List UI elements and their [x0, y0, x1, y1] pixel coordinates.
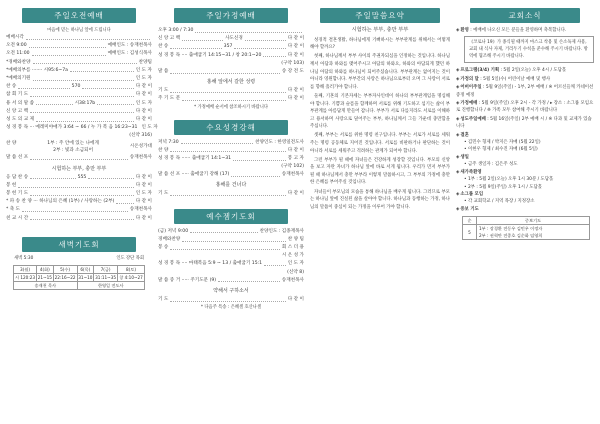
time-row: 예배시각: [6, 34, 152, 42]
wednesday-order-row: 찬 양 다 같 이: [158, 147, 304, 153]
diamond-bullet-icon: ◈: [456, 132, 460, 138]
family-order-row: 주 기 도 문 다 같 이: [158, 96, 304, 102]
dawn-time-row: 새벽 5:30 인도 강단 목회: [14, 255, 144, 261]
sermon-paragraph: 그런 부부가 될 때에 자녀들은 건강하게 성장할 것입니다. 부모의 신앙을 보고 자란 자녀가 하나님 앞에 바로 서게 됩니다. 우리가 먼저 부부가 될 때 하나님께서 충만 부부라 이렇게 말씀하시고, 그 부부의 가정에 충만한 은혜를 부어주실 것입니다.: [310, 157, 450, 186]
friday-order-row: 말 씀 증 거 ····· 주기도문 (9) 송재천목사: [158, 277, 304, 283]
sermon-paragraph: 첫째, 하나님께서 부부 사이의 주권자되심을 인정하는 것입니다. 하나님께서 아담과 하와를 맺어주시고 아담의 하와요, 하와의 아담되게 했던 하나님 아담의 하와를 하나님이 되어주셨습니다. 부부관계는 없어지는 것이 아니라 영원합니다. 부부간의 사랑은 하나님으로부터 오며 그 사랑이 서로를 향해 흘러가야 합니다.: [310, 54, 450, 90]
dawn-preacher-cell: 한영일 전도사: [77, 282, 144, 290]
dawn-day-cell: 3(월): [14, 266, 37, 274]
church-news-header: 교회소식: [470, 8, 580, 23]
order-row: 성 경 봉 독 ··· 예레미야애가 3:64 ~ 66 / 누 가 복 음 16:23~31 인 도 자: [6, 125, 158, 131]
family-order-row: 성 경 봉 독 ···· 출애굽기 14:15~31 / 창 20:1~20 다 같 이: [158, 52, 304, 58]
family-order-row: 기 도 다 같 이: [158, 88, 304, 94]
diamond-bullet-icon: ◈: [456, 68, 460, 74]
family-sermon-title: 홍해 앞에서 갈한 성령: [206, 79, 256, 86]
diamond-bullet-icon: ◈: [456, 191, 460, 197]
morning-worship-column: [6, 8, 158, 290]
dawn-schedule-table: [13, 265, 145, 290]
dawn-text-cell: 21~15: [37, 275, 52, 281]
order-row: 신 앙 고 백 다 같 이: [6, 108, 152, 114]
friday-order-row: (금) 저녁 9:00 찬양인도 : 김종재목사: [158, 228, 304, 234]
prayer-table-cell: 5: [463, 225, 477, 240]
sermon-paragraph: 자녀들이 부모님의 모습을 통해 하나님을 배우게 됩니다. 그러므로 부모는 하나님 앞에 진실된 삶을 살아야 합니다. 하나님과 동행하는 가정, 하나님의 말씀이 중심이 되는 가정을 이루어 가야 합니다.: [310, 189, 450, 210]
friday-order-row: 봉 송 회 스 더 용: [158, 245, 304, 250]
order-row: 친 교 시 간 다 같 이: [6, 215, 152, 221]
wednesday-sermon-title: 홍해를 건너다: [215, 182, 247, 189]
dawn-day-cell: 6(목): [77, 266, 94, 274]
family-worship-header: 주일가정예배: [174, 8, 288, 23]
dawn-text-cell: 31~10: [78, 275, 93, 281]
sermon-paragraph: 둘째, 기혼의 기본자세는 부부자사인데이 하나의 부부관계임을 명심해야 합니다. 기쁨과 슬픔을 함께하며 서로를 위해 기도하고 섬기는 삶이 부부관계를 아름답게 만들어 갑니다. 부부가 서로 다를지라도 서로를 이해하고 용서하며 사랑으로 덮어주는 부부, 하나님께서 그들 가운데 충만함을 주십니다.: [310, 93, 450, 130]
news-section-item: • 1부 : 5월 2일(오늘) 오후 1시 30분 / 도담홀: [464, 177, 554, 183]
order-row: 용 서 의 말 씀 시38:17b 인 도 자: [6, 100, 153, 106]
news-section-label: ◈새가족환영: [456, 169, 482, 175]
family-order-row: 말 씀 송 강 전 도: [158, 68, 304, 74]
family-order-row: 찬 송 357 다 같 이: [158, 44, 305, 50]
prayer-label: ◈중보 기도: [456, 206, 479, 212]
prayer-table-header: 순: [463, 217, 477, 225]
order-row: *예배의부름 ······· 시95:6~7a 인 도 자: [6, 67, 152, 73]
wednesday-order-row: 성 경 봉 독 ······ 출애굽기 14:1~31 봉 고 자: [158, 155, 304, 161]
time-row: 오전 11:00 예배인도 : 김성식목사: [6, 51, 152, 57]
order-row: (신약 316): [129, 133, 152, 139]
friday-order-row: 성 경 봉 독 ···· 마태복음 5:9 ~ 13 / 출애굽기 15:1 인 도 자: [158, 261, 304, 267]
diamond-bullet-icon: ◈: [456, 154, 460, 160]
dawn-text-cell: 22:16~22: [54, 275, 76, 281]
news-item: ◈어버이주일 : 5월 9일(주일) - 1부, 2부 예배 / ※ 어르신들께 카네이션 증정 예정: [456, 85, 594, 98]
friday-order-row: 시 온 성 가: [281, 253, 304, 259]
sermon-summary-title: 시험하는 부부, 충만 부부: [351, 27, 409, 33]
prayer-table-cell: 1부 : 장경환 전동우 김민우 이정자 2부 : 권혁만 전종호 김순화 임영희: [477, 225, 590, 240]
dawn-text-cell: 31:11~35: [95, 275, 117, 281]
news-section-label: ◈생일: [456, 154, 469, 160]
covid-notice-box: 《코로나 19》가 종식될 때까지 마스크 착용 및 손소독제 사용, 교회 내 식사 자제, 거리두기 수칙을 준수해 주시기 바랍니다. 방역에 협조해 주시기 바랍니다.: [464, 36, 594, 63]
news-section-item: • 김민수 형제 / 박지은 자매 (5월 22일): [464, 140, 541, 146]
sermon-row: 말 씀 선 포 송재천목사: [6, 155, 152, 161]
order-row: * 축 도 송재천목사: [6, 207, 152, 213]
family-note: * 가정예배 순서에 참조하시기 바랍니다: [193, 104, 269, 110]
news-item: ◈가정의 달 : 5월 5일(수) 어린이날 예배 및 행사: [456, 76, 551, 82]
dawn-day-cell: 4(화): [37, 266, 54, 274]
dawn-text-cell: 시 120:23: [14, 275, 36, 281]
friday-order-row: (신약 8): [287, 269, 304, 275]
order-row: 성 도 의 교 제 다 같 이: [6, 116, 152, 122]
diamond-bullet-icon: ◈: [456, 85, 460, 91]
time-row: 오전 9:00 예배인도 : 송재천목사: [6, 43, 152, 49]
wednesday-order-row: 기 도 다 같 이: [158, 191, 304, 197]
friday-order-row: 기 도 다 같 이: [158, 296, 304, 302]
news-section-label: ◈결혼: [456, 132, 469, 138]
order-row: *경배와찬양 찬양팀: [6, 59, 152, 65]
wednesday-header: 수요성경강해: [174, 120, 288, 135]
news-section-item: • 2부 : 5월 9일(주일) 오후 1시 / 도담홀: [464, 184, 542, 190]
order-row: 응 답 찬 송 555 다 같 이: [6, 174, 152, 180]
choir-row: 찬 양 1부 : 주 안에 있는 나에게 2부 : 빛과 소금되어 시온성가대: [6, 141, 152, 153]
diamond-bullet-icon: ◈: [456, 116, 460, 122]
dawn-text-cell: 창 4:10~27: [119, 275, 143, 281]
family-order-row: (구약 103): [281, 60, 304, 66]
order-row: 봉 헌 기 도 인 도 자: [6, 191, 152, 196]
diamond-bullet-icon: ◈: [456, 169, 460, 175]
friday-order-row: 경배와찬양 찬 양 팀: [158, 236, 304, 242]
prayer-table-row: [463, 225, 590, 240]
news-item: ◈프로그램(3/4) 기획 : 5월 2일(오늘) 오후 4시 / 도담홀: [456, 68, 567, 74]
friday-header: 예수젬기도회: [174, 209, 288, 224]
news-item: ◈가정예배 : 5월 9일(주일) 오후 2시 - 각 가정 / ▸ 장소 : 소그룹 모임으로 진행합니다 / ※ 가족 모두 참여해 주시기 바랍니다: [456, 101, 594, 114]
diamond-bullet-icon: ◈: [456, 76, 460, 82]
order-row: 찬 송 570 다 같 이: [6, 84, 153, 90]
sermon-paragraph: 셋째, 부부는 서로를 위한 명령 친구입니다. 부부는 서로가 서로를 세워주는 명령 공동체로 지어진 것입니다. 서로를 비판하거나 판단하는 것이 아니라 서로를 세워주고 격려하는 관계가 되어야 합니다.: [310, 133, 450, 154]
welcome-item: ◈환영 : 예배에 나오신 모든 분들을 환영하며 축복합니다.: [456, 28, 567, 33]
family-order-row: 오후 3:00 / 7:30: [158, 27, 304, 35]
wednesday-order-row: 저녁 7:30 찬양인도 : 한영일전도사: [158, 139, 304, 145]
family-order-row: 신 앙 고 백 사도신경 다 같 이: [158, 36, 305, 42]
news-section-item: • 각 교회학교 / 지역 목장 / 지정장소: [464, 199, 535, 205]
sermon-summary-header: 주일말씀요약: [320, 8, 440, 23]
dawn-day-cell: 5(수): [53, 266, 77, 274]
morning-worship-header: 주일오전예배: [22, 8, 136, 23]
friday-note: * 다음주 특송 : 은혜셀 호산나셀: [200, 305, 262, 311]
news-section-label: ◈소그룹 모임: [456, 191, 484, 197]
wednesday-order-row: 말 씀 선 포 ····· 출애굽기 강해 (17) 송재천목사: [158, 172, 304, 178]
dawn-prayer-header: 새벽기도회: [22, 237, 136, 252]
dawn-preacher-cell: 송재천 목사: [14, 282, 78, 290]
sermon-title: 시험하는 부부, 충만 부부: [51, 165, 107, 172]
sermon-summary-column: [310, 8, 450, 213]
morning-top-note: 마음에 믿는 하나님 앞에 드립니다: [47, 28, 111, 33]
church-news-column: [456, 8, 594, 240]
wednesday-order-row: (구약 102): [281, 164, 304, 170]
order-row: * 파 송 찬 양 ··· 하나님의 은혜 (1부) / 사랑하는 (2부) 다 같 이: [6, 199, 152, 205]
news-section-item: • 금주 생일자 : 김은주 성도: [464, 162, 518, 168]
order-row: 봉 헌 다 같 이: [6, 182, 152, 188]
diamond-bullet-icon: ◈: [456, 101, 460, 107]
news-item: ◈성도주일예배 : 5월 16일(주일) 2부 예배 시 / ※ 다과 및 교제가 있습니다: [456, 116, 592, 130]
sermon-paragraph: 성경적 결혼생활, 하나님에게 기뻐하시는 부부관계를 위해서는 어떻게 해야 할까요?: [310, 37, 450, 51]
dawn-day-cell: 8(토): [118, 266, 145, 274]
prayer-table-header: 중보기도: [477, 217, 590, 225]
order-row: *예배의기원 인 도 자: [6, 75, 152, 81]
dawn-day-cell: 7(금): [94, 266, 118, 274]
friday-sermon-title: 약해서 구하소서: [213, 287, 249, 294]
prayer-table: [462, 216, 590, 240]
order-row: 참 회 기 도 다 같 이: [6, 92, 152, 98]
family-worship-column: [158, 8, 304, 312]
news-section-item: • 이현우 형제 / 최수진 자매 (6월 5일): [464, 147, 538, 153]
